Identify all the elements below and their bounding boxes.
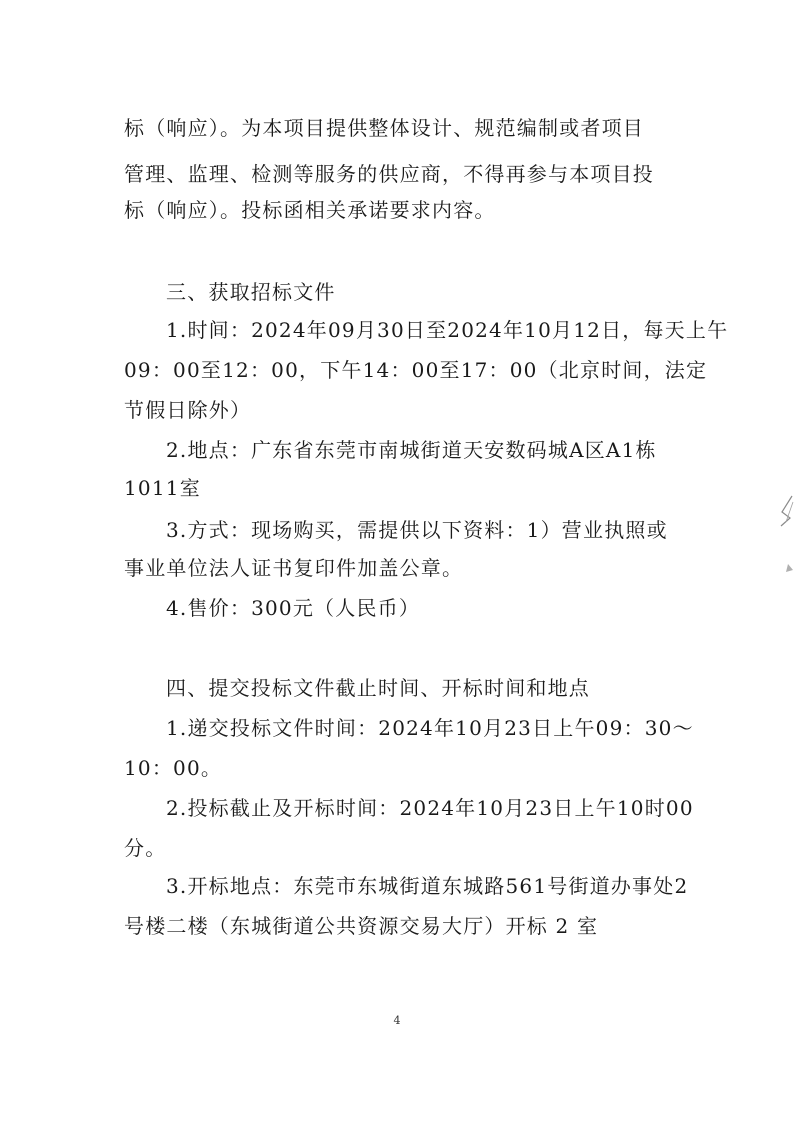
seal-edge-mark	[776, 492, 794, 582]
paragraph-line: 4.售价：300元（人民币）	[166, 596, 421, 620]
paragraph-line: 10：00。	[124, 756, 223, 780]
section-heading: 三、获取招标文件	[166, 280, 336, 304]
paragraph-line: 2.地点：广东省东莞市南城街道天安数码城A区A1栋	[166, 438, 657, 462]
paragraph-line: 节假日除外）	[124, 398, 252, 422]
paragraph-line: 管理、监理、检测等服务的供应商，不得再参与本项目投	[124, 162, 654, 186]
paragraph-line: 09：00至12：00，下午14：00至17：00（北京时间，法定	[124, 358, 708, 382]
page-number: 4	[393, 1014, 401, 1027]
paragraph-line: 标（响应）。为本项目提供整体设计、规范编制或者项目	[124, 116, 644, 140]
paragraph-line: 2.投标截止及开标时间：2024年10月23日上午10时00	[166, 796, 694, 820]
paragraph-line: 1011室	[124, 476, 201, 500]
paragraph-line: 号楼二楼（东城街道公共资源交易大厅）开标 2 室	[124, 914, 599, 938]
paragraph-line: 1.递交投标文件时间：2024年10月23日上午09：30～	[166, 716, 694, 740]
paragraph-line: 标（响应）。投标函相关承诺要求内容。	[124, 198, 496, 222]
paragraph-line: 分。	[124, 836, 167, 860]
paragraph-line: 3.方式：现场购买，需提供以下资料：1）营业执照或	[166, 518, 668, 542]
paragraph-line: 3.开标地点：东莞市东城街道东城路561号街道办事处2	[166, 874, 689, 898]
paragraph-line: 1.时间：2024年09月30日至2024年10月12日，每天上午	[166, 318, 729, 342]
paragraph-line: 事业单位法人证书复印件加盖公章。	[124, 556, 464, 580]
section-heading: 四、提交投标文件截止时间、开标时间和地点	[166, 676, 590, 700]
